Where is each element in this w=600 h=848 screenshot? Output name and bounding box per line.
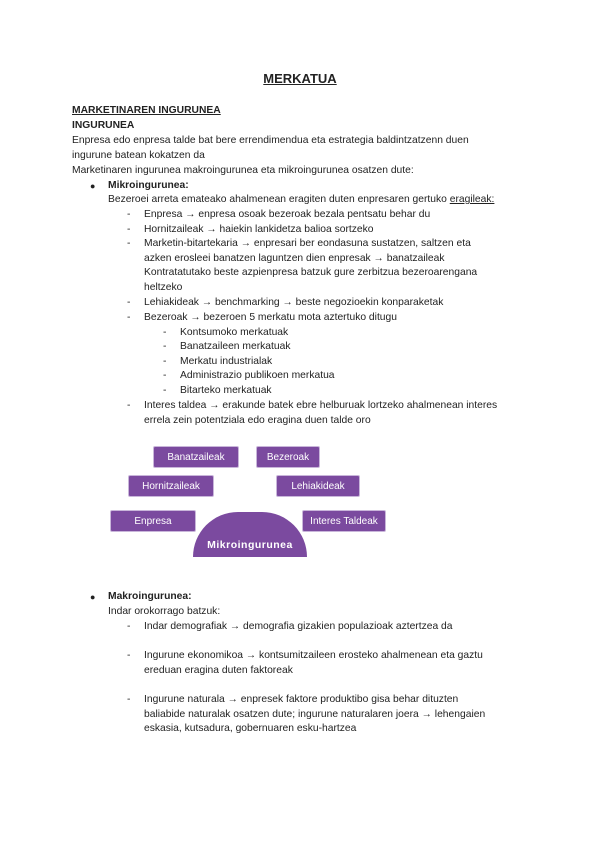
dash-icon: -: [127, 694, 131, 705]
diagram-center-label: Mikroingurunea: [207, 539, 293, 551]
dash-icon: -: [127, 209, 131, 220]
micro-item-lehiakideak: Lehiakideak → benchmarking → beste negozioekin konparaketak: [144, 297, 444, 308]
dash-icon: -: [127, 297, 131, 308]
micro-item-marketin: Marketin-bitartekaria → enpresari ber eondasuna sustatzen, saltzen eta: [144, 238, 471, 249]
section-heading: MARKETINAREN INGURUNEA: [72, 105, 221, 116]
macro-label: Makroingurunea:: [108, 591, 192, 602]
intro-line: Marketinaren ingurunea makroingurunea eta mikroingurunea osatzen dute:: [72, 165, 414, 176]
dash-icon: -: [163, 356, 167, 367]
sub-heading: INGURUNEA: [72, 120, 135, 131]
page-title: MERKATUA: [263, 71, 337, 86]
bullet-icon: ●: [90, 181, 96, 191]
macro-item-naturala: Ingurune naturala → enpresek faktore produktibo gisa behar dituzten: [144, 694, 459, 705]
macro-item-naturala-line: baliabide naturalak osatzen dute; ingurune naturalaren joera → lehengaien: [144, 709, 486, 720]
micro-intro: [108, 193, 494, 208]
dash-icon: -: [127, 621, 131, 632]
market-item: Banatzaileen merkatuak: [180, 341, 291, 352]
micro-item-marketin-line: Kontratatutako beste azpienpresa batzuk gure zerbitzua bezeroarengana: [144, 267, 478, 278]
dash-icon: -: [127, 224, 131, 235]
bullet-icon: ●: [90, 592, 96, 602]
dash-icon: -: [163, 385, 167, 396]
dash-icon: -: [163, 327, 167, 338]
micro-item-bezeroak: Bezeroak → bezeroen 5 merkatu mota aztertuko ditugu: [144, 312, 397, 323]
macro-intro: Indar orokorrago batzuk:: [108, 606, 221, 617]
intro-line: ingurune batean kokatzen da: [72, 150, 205, 161]
market-item: Bitarteko merkatuak: [180, 385, 272, 396]
macro-item-demografia: Indar demografiak → demografia gizakien populazioak aztertzea da: [144, 621, 453, 632]
micro-intro-text: Bezeroei arreta emateako ahalmenean eragiten duten enpresaren gertuko: [108, 194, 450, 205]
micro-item-enpresa: Enpresa → enpresa osoak bezeroak bezala pentsatu behar du: [144, 209, 431, 220]
micro-item-marketin-line: azken erosleei banatzen laguntzen dien enpresak → banatzaileak: [144, 253, 445, 264]
micro-item-interes-line: errela zein potentziala edo eragina duen talde oro: [144, 415, 371, 426]
micro-item-marketin-line: heltzeko: [144, 282, 183, 293]
dash-icon: -: [127, 650, 131, 661]
macro-item-ekonomikoa: Ingurune ekonomikoa → kontsumitzaileen erosteko ahalmenean eta gaztu: [144, 650, 483, 661]
dash-icon: -: [163, 370, 167, 381]
intro-line: Enpresa edo enpresa talde bat bere errendimendua eta estrategia baldintzatzenn duen: [72, 135, 469, 146]
diagram-node-interes-taldeak: Interes Taldeak: [302, 510, 386, 532]
dash-icon: -: [127, 400, 131, 411]
diagram-center-dome: [193, 512, 307, 557]
dash-icon: -: [163, 341, 167, 352]
macro-item-naturala-line: eskasia, kutsadura, gobernuaren esku-hartzea: [144, 723, 357, 734]
micro-item-hornitzaileak: Hornitzaileak → haiekin lankidetza balioa sortzeko: [144, 224, 374, 235]
micro-intro-link: eragileak:: [449, 194, 495, 205]
diagram-node-bezeroak: Bezeroak: [256, 446, 320, 468]
micro-label: Mikroingurunea:: [108, 180, 189, 191]
diagram-node-hornitzaileak: Hornitzaileak: [128, 475, 214, 497]
market-item: Merkatu industrialak: [180, 356, 273, 367]
dash-icon: -: [127, 312, 131, 323]
diagram-node-lehiakideak: Lehiakideak: [276, 475, 360, 497]
diagram-node-banatzaileak: Banatzaileak: [153, 446, 239, 468]
dash-icon: -: [127, 238, 131, 249]
micro-item-interes: Interes taldea → erakunde batek ebre helburuak lortzeko ahalmenean interes: [144, 400, 498, 411]
market-item: Administrazio publikoen merkatua: [180, 370, 335, 381]
market-item: Kontsumoko merkatuak: [180, 327, 289, 338]
diagram-node-enpresa: Enpresa: [110, 510, 196, 532]
macro-item-ekonomikoa-line: ereduan eragina duten faktoreak: [144, 665, 293, 676]
